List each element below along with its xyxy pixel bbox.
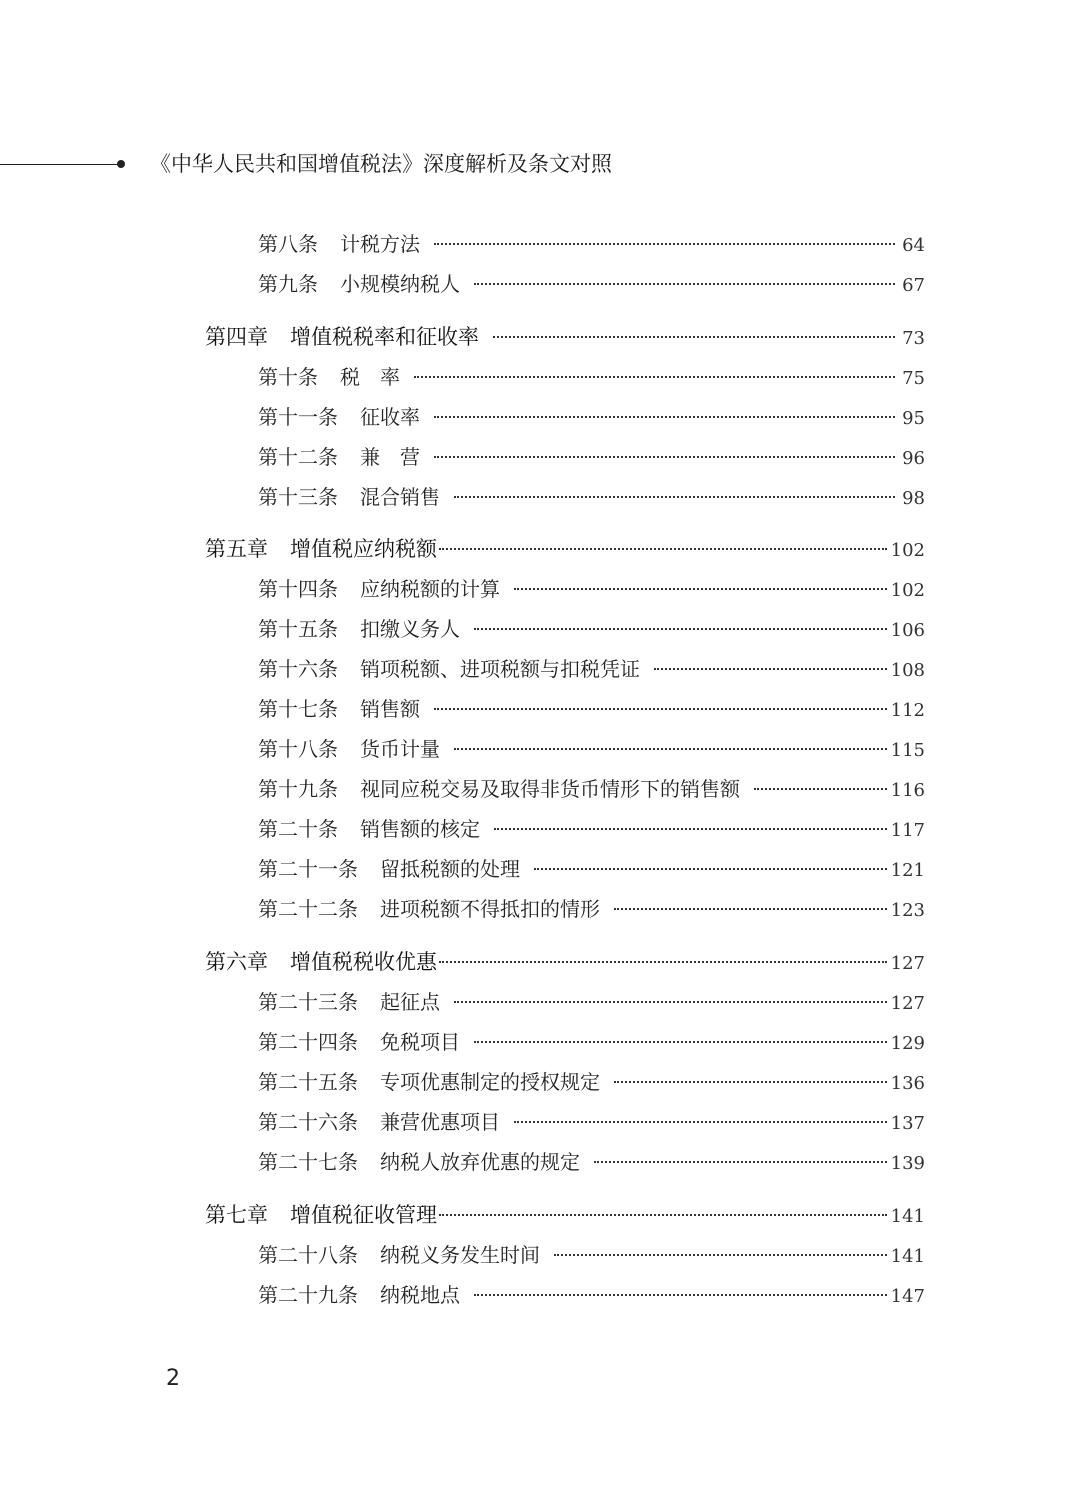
dot-leader bbox=[554, 1254, 887, 1256]
chapter-title: 增值税税收优惠 bbox=[290, 950, 437, 974]
article-title: 兼 营 bbox=[360, 445, 420, 469]
dot-leader bbox=[534, 868, 887, 870]
toc-article-entry[interactable] bbox=[258, 1025, 925, 1059]
toc-article-entry[interactable] bbox=[258, 1105, 925, 1139]
book-title: 《中华人民共和国增值税法》深度解析及条文对照 bbox=[150, 152, 612, 176]
page-reference: 75 bbox=[902, 368, 925, 389]
article-title: 免税项目 bbox=[380, 1030, 460, 1054]
toc-article-entry[interactable] bbox=[258, 440, 925, 474]
dot-leader bbox=[434, 243, 895, 245]
article-number: 第十二条 bbox=[258, 445, 338, 469]
page-reference: 129 bbox=[890, 1033, 925, 1054]
dot-leader bbox=[493, 336, 895, 338]
dot-leader bbox=[594, 1161, 887, 1163]
page-number: 2 bbox=[166, 1366, 180, 1391]
article-number: 第十八条 bbox=[258, 737, 338, 761]
page-reference: 73 bbox=[902, 328, 925, 349]
page-reference: 98 bbox=[902, 488, 925, 509]
dot-leader bbox=[514, 1121, 887, 1123]
toc-article-entry[interactable] bbox=[258, 985, 925, 1019]
article-number: 第二十一条 bbox=[258, 857, 358, 881]
page-reference: 95 bbox=[902, 408, 925, 429]
dot-leader bbox=[654, 668, 887, 670]
article-title: 纳税义务发生时间 bbox=[380, 1243, 540, 1267]
toc-article-entry[interactable] bbox=[258, 1145, 925, 1179]
toc-article-entry[interactable] bbox=[258, 772, 925, 806]
page-reference: 141 bbox=[890, 1246, 925, 1267]
article-title: 留抵税额的处理 bbox=[380, 857, 520, 881]
article-number: 第十条 bbox=[258, 365, 318, 389]
page-reference: 64 bbox=[902, 235, 925, 256]
toc-article-entry[interactable] bbox=[258, 852, 925, 886]
article-number: 第十六条 bbox=[258, 657, 338, 681]
dot-leader bbox=[474, 1294, 887, 1296]
toc-article-entry[interactable] bbox=[258, 1065, 925, 1099]
dot-leader bbox=[439, 1214, 887, 1216]
dot-leader bbox=[474, 283, 895, 285]
dot-leader bbox=[614, 908, 887, 910]
article-number: 第十一条 bbox=[258, 405, 338, 429]
toc-article-entry[interactable] bbox=[258, 812, 925, 846]
article-number: 第二十七条 bbox=[258, 1150, 358, 1174]
article-number: 第十四条 bbox=[258, 577, 338, 601]
page-reference: 139 bbox=[890, 1153, 925, 1174]
article-title: 进项税额不得抵扣的情形 bbox=[380, 897, 600, 921]
dot-leader bbox=[454, 1001, 887, 1003]
article-title: 应纳税额的计算 bbox=[360, 577, 500, 601]
article-number: 第二十五条 bbox=[258, 1070, 358, 1094]
article-title: 混合销售 bbox=[360, 485, 440, 509]
toc-chapter-entry[interactable] bbox=[205, 1198, 925, 1232]
page-reference: 96 bbox=[902, 448, 925, 469]
article-title: 销售额的核定 bbox=[360, 817, 480, 841]
dot-leader bbox=[474, 628, 887, 630]
chapter-number: 第五章 bbox=[205, 537, 268, 561]
article-title: 销项税额、进项税额与扣税凭证 bbox=[360, 657, 640, 681]
dot-leader bbox=[414, 376, 895, 378]
page-reference: 123 bbox=[890, 900, 925, 921]
article-number: 第十五条 bbox=[258, 617, 338, 641]
article-title: 税 率 bbox=[340, 365, 400, 389]
toc-article-entry[interactable] bbox=[258, 267, 925, 301]
article-number: 第十三条 bbox=[258, 485, 338, 509]
toc-chapter-entry[interactable] bbox=[205, 320, 925, 354]
article-number: 第二十四条 bbox=[258, 1030, 358, 1054]
page-reference: 67 bbox=[902, 275, 925, 296]
dot-leader bbox=[614, 1081, 887, 1083]
page-reference: 116 bbox=[890, 780, 925, 801]
page-reference: 136 bbox=[890, 1073, 925, 1094]
article-title: 纳税地点 bbox=[380, 1283, 460, 1307]
article-title: 纳税人放弃优惠的规定 bbox=[380, 1150, 580, 1174]
article-title: 征收率 bbox=[360, 405, 420, 429]
article-title: 扣缴义务人 bbox=[360, 617, 460, 641]
dot-leader bbox=[434, 456, 895, 458]
article-number: 第十七条 bbox=[258, 697, 338, 721]
dot-leader bbox=[754, 788, 887, 790]
chapter-title: 增值税税率和征收率 bbox=[290, 325, 479, 349]
article-title: 小规模纳税人 bbox=[340, 272, 460, 296]
article-title: 货币计量 bbox=[360, 737, 440, 761]
page-reference: 106 bbox=[890, 620, 925, 641]
toc-article-entry[interactable] bbox=[258, 1238, 925, 1272]
toc-article-entry[interactable] bbox=[258, 480, 925, 514]
dot-leader bbox=[434, 416, 895, 418]
article-number: 第二十三条 bbox=[258, 990, 358, 1014]
page-reference: 141 bbox=[890, 1206, 925, 1227]
toc-article-entry[interactable] bbox=[258, 652, 925, 686]
dot-leader bbox=[514, 588, 887, 590]
article-number: 第二十九条 bbox=[258, 1283, 358, 1307]
dot-leader bbox=[439, 961, 887, 963]
chapter-title: 增值税征收管理 bbox=[290, 1203, 437, 1227]
dot-leader bbox=[454, 496, 895, 498]
page-reference: 147 bbox=[890, 1286, 925, 1307]
toc-article-entry[interactable] bbox=[258, 400, 925, 434]
toc-article-entry[interactable] bbox=[258, 360, 925, 394]
article-title: 专项优惠制定的授权规定 bbox=[380, 1070, 600, 1094]
page-reference: 102 bbox=[890, 580, 925, 601]
toc-article-entry[interactable] bbox=[258, 1278, 925, 1312]
toc-article-entry[interactable] bbox=[258, 692, 925, 726]
chapter-number: 第四章 bbox=[205, 325, 268, 349]
dot-leader bbox=[434, 708, 887, 710]
page-reference: 117 bbox=[890, 820, 925, 841]
page-reference: 127 bbox=[890, 953, 925, 974]
toc-article-entry[interactable] bbox=[258, 732, 925, 766]
dot-leader bbox=[494, 828, 887, 830]
header-bullet-dot bbox=[117, 160, 125, 168]
toc-article-entry[interactable] bbox=[258, 612, 925, 646]
running-header bbox=[0, 148, 700, 182]
dot-leader bbox=[439, 548, 887, 550]
header-rule-line bbox=[0, 164, 120, 165]
toc-article-entry[interactable] bbox=[258, 572, 925, 606]
toc-chapter-entry[interactable] bbox=[205, 532, 925, 566]
toc-chapter-entry[interactable] bbox=[205, 945, 925, 979]
page-reference: 115 bbox=[890, 740, 925, 761]
article-title: 视同应税交易及取得非货币情形下的销售额 bbox=[360, 777, 740, 801]
chapter-title: 增值税应纳税额 bbox=[290, 537, 437, 561]
dot-leader bbox=[474, 1041, 887, 1043]
toc-article-entry[interactable] bbox=[258, 227, 925, 261]
dot-leader bbox=[454, 748, 887, 750]
article-number: 第八条 bbox=[258, 232, 318, 256]
toc-article-entry[interactable] bbox=[258, 892, 925, 926]
article-title: 计税方法 bbox=[340, 232, 420, 256]
article-title: 起征点 bbox=[380, 990, 440, 1014]
page-reference: 112 bbox=[890, 700, 925, 721]
page-reference: 137 bbox=[890, 1113, 925, 1134]
article-title: 兼营优惠项目 bbox=[380, 1110, 500, 1134]
chapter-number: 第六章 bbox=[205, 950, 268, 974]
page-reference: 127 bbox=[890, 993, 925, 1014]
article-title: 销售额 bbox=[360, 697, 420, 721]
page-reference: 102 bbox=[890, 540, 925, 561]
article-number: 第二十二条 bbox=[258, 897, 358, 921]
article-number: 第十九条 bbox=[258, 777, 338, 801]
article-number: 第二十条 bbox=[258, 817, 338, 841]
page-reference: 121 bbox=[890, 860, 925, 881]
article-number: 第二十六条 bbox=[258, 1110, 358, 1134]
page-reference: 108 bbox=[890, 660, 925, 681]
chapter-number: 第七章 bbox=[205, 1203, 268, 1227]
article-number: 第二十八条 bbox=[258, 1243, 358, 1267]
article-number: 第九条 bbox=[258, 272, 318, 296]
